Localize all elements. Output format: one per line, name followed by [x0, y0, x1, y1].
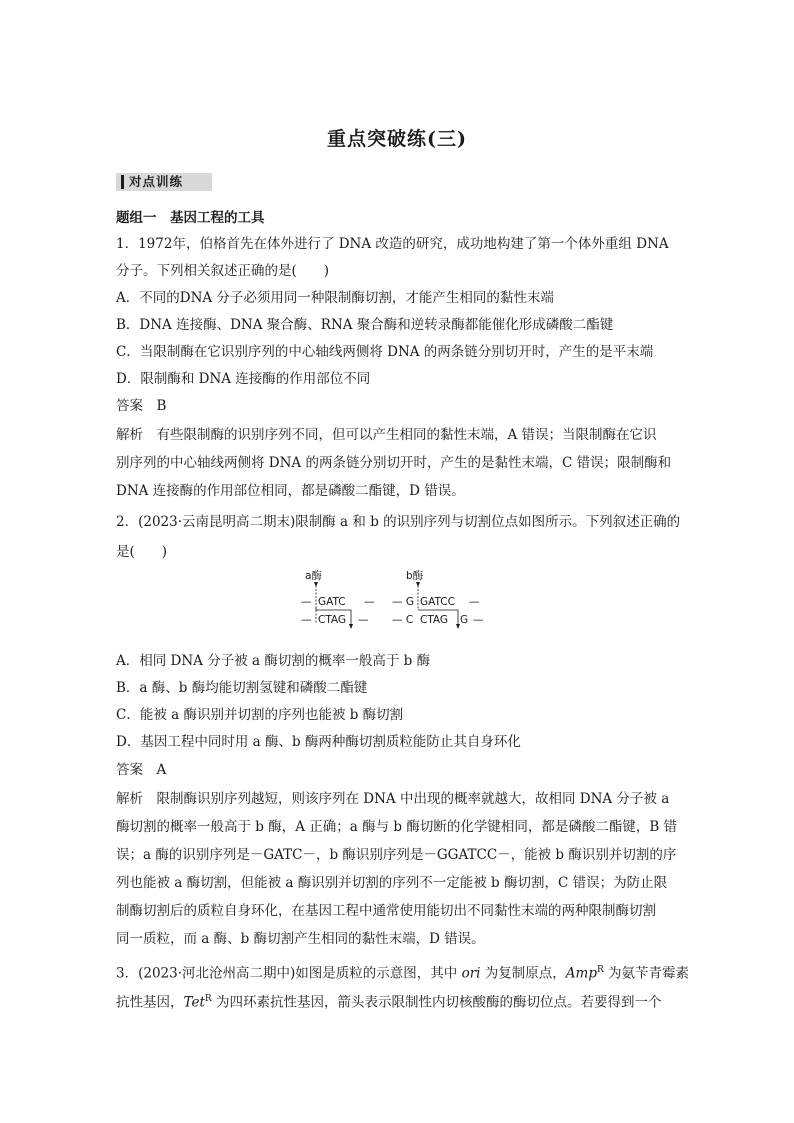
q1-analysis-line3: DNA 连接酶的作用部位相同，都是磷酸二酯键，D 错误。	[116, 483, 465, 499]
q1-option-b: B．DNA 连接酶、DNA 聚合酶、RNA 聚合酶和逆转录酶都能催化形成磷酸二酯键	[116, 317, 614, 333]
q3-ori: ori	[461, 965, 481, 982]
q1-stem-line1: 1．1972年，伯格首先在体外进行了 DNA 改造的研究，成功地构建了第一个体外重组 DNA	[116, 236, 669, 252]
enzyme-a-arrow-bottom	[349, 624, 353, 629]
a-top-right: —	[364, 596, 375, 608]
q3-l2-a: 抗性基因，	[116, 994, 184, 1011]
q3-tet-sup: R	[204, 994, 212, 1004]
q2-analysis-line2: 酶切割的概率一般高于 b 酶，A 正确；a 酶与 b 酶切断的化学键相同，都是磷酸二酯键，B 错	[116, 819, 678, 835]
q1-analysis-line1: 解析 有些限制酶的识别序列不同，但可以产生相同的黏性末端，A 错误；当限制酶在它识	[116, 427, 657, 443]
b-bottom-seq: CTAG	[420, 614, 449, 626]
q2-analysis-line1: 解析 限制酶识别序列越短，则该序列在 DNA 中出现的概率就越大，故相同 DNA 分子被 a	[116, 791, 670, 807]
q1-option-a: A．不同的DNA 分子必须用同一种限制酶切割，才能产生相同的黏性末端	[116, 290, 554, 306]
q2-analysis-line6: 同一质粒，而 a 酶、b 酶切割产生相同的黏性末端，D 错误。	[116, 931, 485, 947]
q2-analysis-line4: 列也能被 a 酶切割，但能被 a 酶识别并切割的序列不一定能被 b 酶切割，C 错误；为防止限	[116, 875, 668, 891]
q1-stem-line2: 分子。下列相关叙述正确的是( )	[116, 263, 330, 279]
b-top-left: — G	[392, 596, 414, 608]
q1-option-c: C．当限制酶在它识别序列的中心轴线两侧将 DNA 的两条链分别切开时，产生的是平末端	[116, 344, 654, 360]
b-top-seq: GATCC	[420, 596, 455, 608]
q2-stem-line1: 2．(2023·云南昆明高二期末)限制酶 a 和 b 的识别序列与切割位点如图所示。下列叙述正确的	[116, 514, 681, 530]
restriction-site-figure	[296, 568, 496, 634]
a-top-seq: GATC	[318, 596, 346, 608]
section-tag-label: 对点训练	[129, 174, 184, 189]
q2-answer: 答案 A	[116, 762, 167, 778]
q2-analysis-line5: 制酶切割后的质粒自身环化，在基因工程中通常使用能切出不同黏性末端的两种限制酶切割	[116, 903, 656, 919]
group1-heading: 题组一 基因工程的工具	[116, 210, 265, 226]
q3-amp-sup: R	[596, 965, 604, 975]
section-tag-bar	[121, 175, 124, 189]
q3-l1-a: 3．(2023·河北沧州高二期中)如图是质粒的示意图，其中	[116, 965, 462, 982]
q2-option-c: C．能被 a 酶识别并切割的序列也能被 b 酶切割	[116, 707, 404, 723]
enzyme-b-label: b酶	[406, 570, 424, 582]
q3-stem-line1	[116, 960, 690, 984]
a-bottom-left: —	[301, 614, 312, 626]
a-top-left: —	[301, 596, 312, 608]
q3-stem-line2	[116, 989, 680, 1013]
q1-answer: 答案 B	[116, 398, 167, 414]
enzyme-b-arrow-top	[416, 582, 420, 587]
q1-option-d: D．限制酶和 DNA 连接酶的作用部位不同	[116, 371, 371, 387]
a-bottom-right: —	[358, 614, 369, 626]
q3-l1-b: 为复制原点，	[480, 965, 566, 982]
q3-l1-c: 为氨苄青霉素	[603, 965, 690, 982]
q2-option-d: D．基因工程中同时用 a 酶、b 酶两种酶切割质粒能防止其自身环化	[116, 734, 521, 750]
b-bottom-left: — C	[392, 614, 414, 626]
page-title: 重点突破练(三)	[327, 128, 467, 150]
a-bottom-seq: CTAG	[318, 614, 347, 626]
q3-amp: Amp	[565, 965, 597, 982]
enzyme-a-arrow-top	[314, 582, 318, 587]
q2-option-b: B．a 酶、b 酶均能切割氢键和磷酸二酯键	[116, 680, 368, 696]
q2-stem-line2: 是( )	[116, 544, 168, 560]
q2-option-a: A．相同 DNA 分子被 a 酶切割的概率一般高于 b 酶	[116, 653, 431, 669]
q1-analysis-line2: 别序列的中心轴线两侧将 DNA 的两条链分别切开时，产生的是黏性末端，C 错误；限制酶和	[116, 455, 672, 471]
section-tag	[116, 173, 212, 191]
q2-analysis-line3: 误；a 酶的识别序列是－GATC－，b 酶识别序列是－GGATCC－，能被 b 酶识别并切割的序	[116, 847, 677, 863]
q3-tet: Tet	[183, 994, 205, 1011]
b-top-right: —	[469, 596, 480, 608]
q3-l2-b: 为四环素抗性基因，箭头表示限制性内切核酸酶的酶切位点。若要得到一个	[211, 994, 662, 1011]
b-bottom-g: G	[460, 614, 469, 626]
enzyme-a-label: a酶	[305, 570, 322, 582]
restriction-site-diagram	[296, 568, 496, 634]
b-bottom-right: —	[473, 614, 484, 626]
